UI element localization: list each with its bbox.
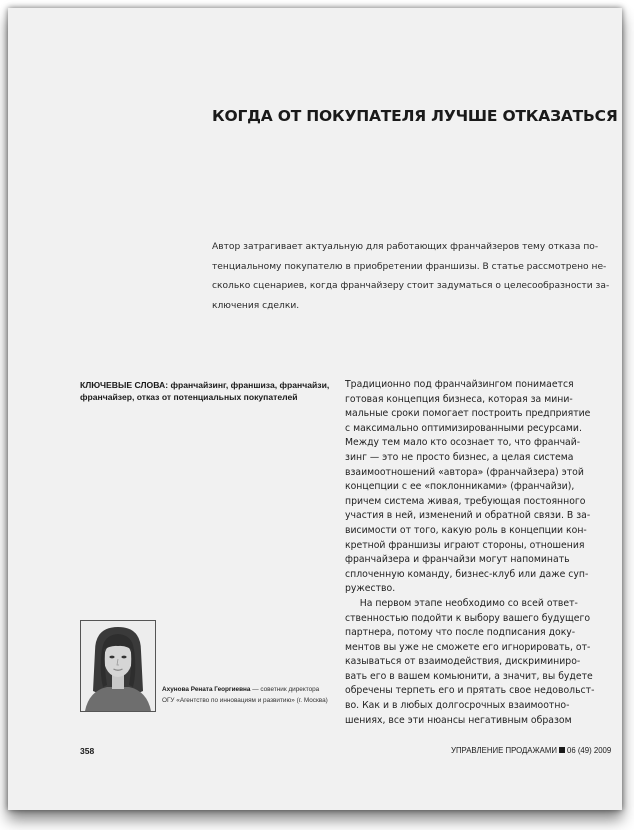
body-line: Между тем мало кто осознает то, что франчай- bbox=[345, 437, 581, 449]
body-line: вать его в вашем комьюнити, а значит, вы будете bbox=[345, 670, 593, 682]
body-line: висимости от того, какую роль в концепции кон- bbox=[345, 524, 587, 536]
journal-issue: 06 (49) 2009 bbox=[566, 746, 612, 755]
body-line: сплоченную команду, бизнес-клуб или даже суп- bbox=[345, 568, 589, 580]
body-line: участия в ней, изменений и обратной связи. В за- bbox=[345, 510, 591, 522]
body-line: кретной франшизы играют стороны, отношения bbox=[345, 539, 585, 551]
body-line: причем система живая, требующая постоянного bbox=[345, 495, 586, 507]
article-body bbox=[345, 378, 595, 728]
body-line: франчайзера и франчайзи могут напоминать bbox=[345, 554, 570, 566]
body-line: во. Как и в любых долгосрочных взаимоотно- bbox=[345, 700, 570, 712]
abstract-line: Автор затрагивает актуальную для работающих франчайзеров тему отказа по- bbox=[212, 242, 599, 252]
body-line: шениях, все эти нюансы негативным образом bbox=[345, 714, 572, 726]
author-role: — советник директора bbox=[250, 686, 320, 693]
body-line: На первом этапе необходимо со всей ответ- bbox=[345, 597, 578, 609]
abstract-line: тенциальному покупателю в приобретении франшизы. В статье рассмотрено не- bbox=[212, 261, 607, 272]
journal-name: УПРАВЛЕНИЕ ПРОДАЖАМИ bbox=[451, 746, 557, 755]
body-line: партнера, потому что после подписания доку- bbox=[345, 627, 576, 639]
journal-footer bbox=[451, 746, 612, 755]
author-name: Ахунова Рената Георгиевна bbox=[162, 686, 251, 693]
author-photo bbox=[80, 620, 156, 712]
article-title: КОГДА ОТ ПОКУПАТЕЛЯ ЛУЧШЕ ОТКАЗАТЬСЯ bbox=[212, 107, 618, 125]
keywords-line: франчайзер, отказ от потенциальных покупателей bbox=[80, 391, 298, 402]
body-line: казываться от взаимодействия, дискриминиро- bbox=[345, 656, 581, 668]
abstract-line: ключения сделки. bbox=[212, 300, 300, 311]
body-line: обречены терпеть его и прятать свое недовольст- bbox=[345, 685, 595, 697]
author-caption-line bbox=[162, 684, 332, 695]
body-line: зинг — это не просто бизнес, а целая система bbox=[345, 451, 574, 463]
body-line: взаимоотношений «автора» (франчайзера) этой bbox=[345, 466, 584, 478]
page-number: 358 bbox=[80, 746, 95, 756]
article-abstract bbox=[212, 238, 610, 316]
author-portrait-image bbox=[81, 621, 155, 711]
author-org: ОГУ «Агентство по инновациям и развитию» (г. Москва) bbox=[162, 697, 328, 704]
body-line: с максимально оптимизированными ресурсами. bbox=[345, 422, 582, 434]
body-line: мальные сроки помогает построить предприятие bbox=[345, 408, 591, 420]
abstract-line: сколько сценариев, когда франчайзеру стоит задуматься о целесообразности за- bbox=[212, 281, 610, 291]
keywords-block bbox=[80, 380, 330, 403]
body-line: ружество. bbox=[345, 583, 396, 595]
body-line: концепции с ее «поклонниками» (франчайзи), bbox=[345, 481, 575, 493]
keywords-line: КЛЮЧЕВЫЕ СЛОВА: франчайзинг, франшиза, франчайзи, bbox=[80, 380, 330, 390]
journal-page bbox=[8, 8, 622, 810]
body-line: ментов вы уже не сможете его игнорировать, от- bbox=[345, 641, 591, 653]
body-line: ственностью подойти к выбору вашего будущего bbox=[345, 612, 591, 624]
author-caption bbox=[162, 684, 332, 706]
body-line: Традиционно под франчайзингом понимается bbox=[345, 379, 574, 390]
square-bullet-icon bbox=[559, 747, 565, 753]
body-line: готовая концепция бизнеса, которая за мини- bbox=[345, 393, 573, 405]
